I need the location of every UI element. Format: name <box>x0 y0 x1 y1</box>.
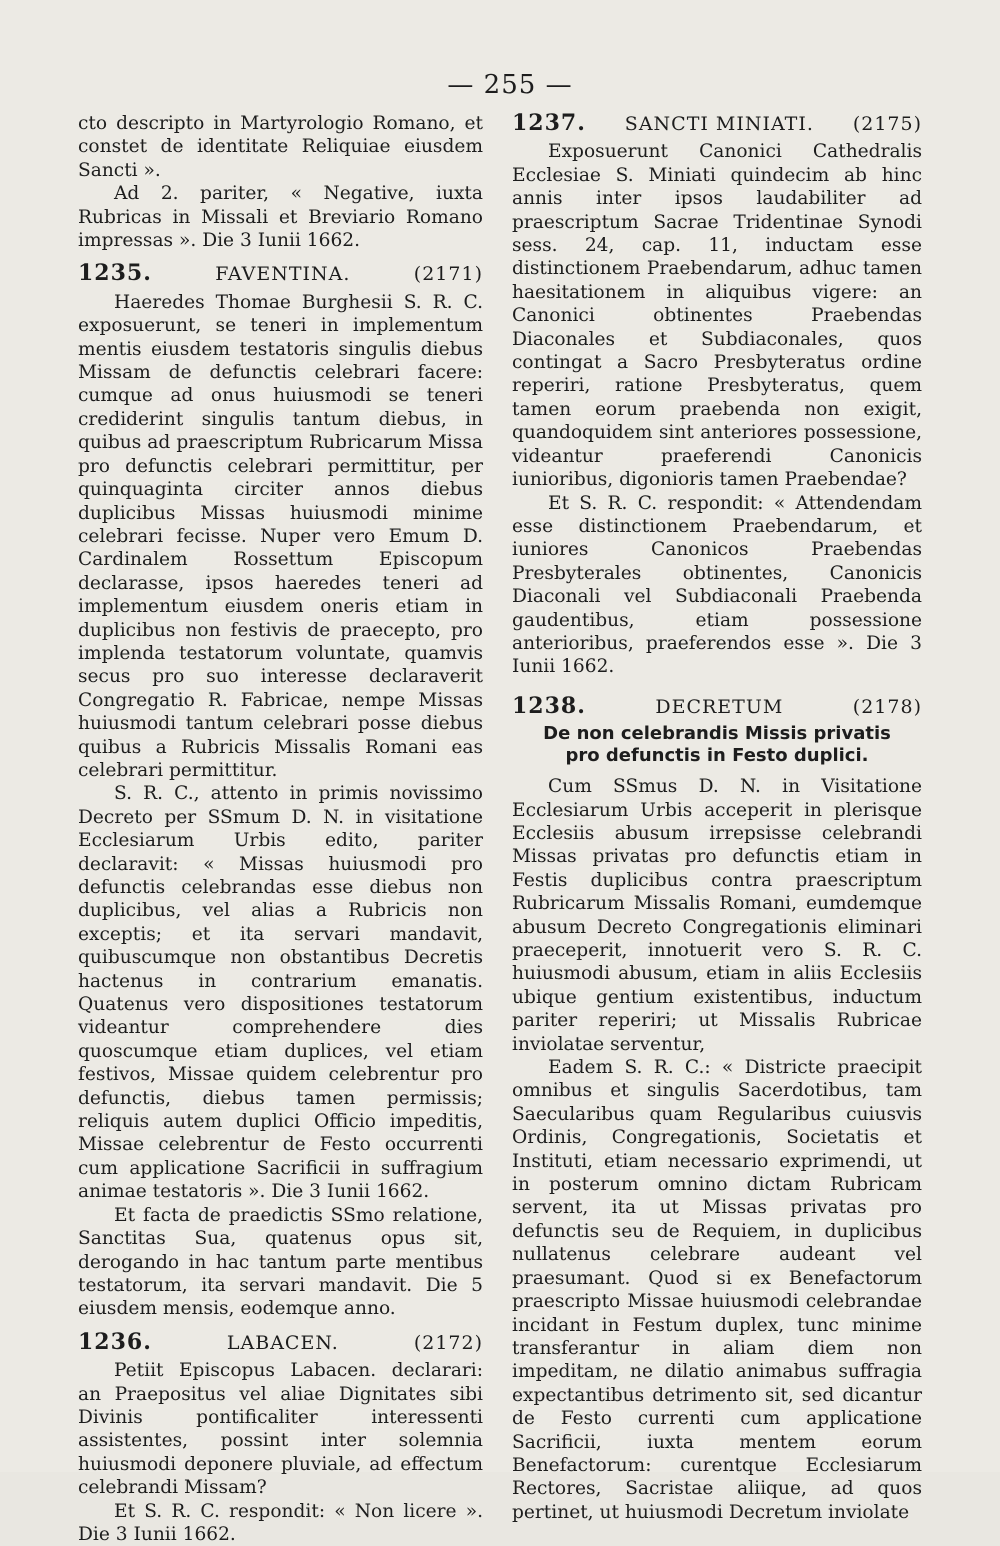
section-paragraph: S. R. C., attento in primis novissimo Decreto per SSmum D. N. in visitatione Ecclesiarum Urbis edito, pariter declaravit: « Missas huiusmodi pro defunctis celebrandas esse diebus non duplicibus, vel alias a Rubricis non exceptis; et ita servari mandavit, quibuscumque non obstantibus Decretis hactenus in contrarium emanatis. Quatenus vero dispositiones testatorum videantur comprehendere dies quoscumque etiam duplices, vel etiam festivos, Missae quidem celebrentur pro defunctis, diebus tamen permissis; reliquis autem duplici Officio impeditis, Missae celebrentur de Festo occurrenti cum applicatione Sacrificii in suffragium animae testatoris ». Die 3 Iunii 1662. <box>78 783 483 1203</box>
section-paragraph: Exposuerunt Canonici Cathedralis Ecclesiae S. Miniati quindecim ab hinc annis inter ipsos laudabiliter ad praescriptum Sacrae Tridentinae Synodi sess. 24, cap. 11, inductam esse distinctionem Praebendarum, adhuc tamen haesitationem in aliquibus vigere: an Canonici obtinentes Praebendas Diaconales et Subdiaconales, quos contingat a Sacro Presbyteratus ordine reperiri, ratione Presbyteratus, quem tamen eorum praebenda non exigit, quandoquidem sint anteriores possessione, videantur praeferendi Canonicis iunioribus, digonioris tamen Praebendae? <box>512 141 922 491</box>
section-number: 1237. <box>512 110 586 136</box>
section-paragraph: Et facta de praedictis SSmo relatione, Sanctitas Sua, quatenus opus sit, derogando in hac tantum parte mentibus testatorum, ita servari mandavit. Die 5 eiusdem mensis, eodemque anno. <box>78 1204 483 1320</box>
intro-paragraph: Ad 2. pariter, « Negative, iuxta Rubricas in Missali et Breviario Romano impressas ». Die 3 Iunii 1662. <box>78 183 483 252</box>
section-number: 1235. <box>78 260 152 287</box>
section-heading-1238 <box>512 692 922 719</box>
section-title: FAVENTINA. <box>215 263 351 286</box>
section-title: DECRETUM <box>655 695 784 718</box>
section-heading-1235 <box>78 262 483 286</box>
section-paragraph: Cum SSmus D. N. in Visitatione Ecclesiarum Urbis acceperit in plerisque Ecclesiis abusum irrepsisse celebrandi Missas privatas pro defunctis etiam in Festis duplicibus contra praescriptum Rubricarum Missalis Romani, eumdemque abusum Decreto Congregationis eliminari praeceperit, innotuerit vero S. R. C. huiusmodi abusum, etiam in aliis Ecclesiis ubique gentium existentibus, inductum pariter reperiri; ut Missalis Rubricae inviolatae serventur, <box>512 776 922 1055</box>
section-reference: (2178) <box>852 695 922 718</box>
left-column <box>78 112 483 1546</box>
section-heading-1237 <box>512 112 922 136</box>
section-number: 1236. <box>78 1328 152 1355</box>
intro-paragraph: cto descripto in Martyrologio Romano, et constet de identitate Reliquiae eiusdem Sancti ». <box>78 113 483 181</box>
section-paragraph: Et S. R. C. respondit: « Attendendam esse distinctionem Praebendarum, et iuniores Canonicos Praebendas Presbyterales obtinentes, Canonicis Diaconali vel Subdiaconali Praebenda gaudentibus, etiam possessione anterioribus, praeferendos esse ». Die 3 Iunii 1662. <box>512 492 922 678</box>
section-reference: (2171) <box>413 263 483 286</box>
section-paragraph: Eadem S. R. C.: « Districte praecipit omnibus et singulis Sacerdotibus, tam Saecularibus quam Regularibus cuiusvis Ordinis, Congregationis, Societatis et Instituti, etiam necessario exprimendi, ut in posterum omnino dictam Rubricam servent, ita ut Missas privatas pro defunctis seu de Requiem, in duplicibus nullatenus celebrare audeant vel praesumant. Quod si ex Benefactorum praescripto Missae huiusmodi celebrandae incidant in Festum duplex, tunc minime transferantur in aliam diem non impeditam, ne dilatio animabus suffragia expectantibus detrimento sit, sed dicantur de Festo currenti cum applicatione Sacrificii, iuxta mentem eorum Benefactorum: curentque Ecclesiarum Rectores, Sacristae aliique, ad quos pertinet, ut huiusmodi Decretum inviolate <box>512 1057 922 1523</box>
section-paragraph: Haeredes Thomae Burghesii S. R. C. exposuerunt, se teneri in implementum mentis eiusdem testatoris singulis diebus Missam de defunctis celebrari facere: cumque ad onus huiusmodi se teneri crediderint singulis tantum diebus, in quibus ad praescriptum Rubricarum Missa pro defunctis celebrari permittitur, per quinquaginta circiter annos diebus duplicibus Missas huiusmodi minime celebrari fecisse. Nuper vero Emum D. Cardinalem Rossettum Episcopum declarasse, ipsos haeredes teneri ad implementum eiusdem oneris etiam in duplicibus non festivis de praecepto, pro implenda testatorum voluntate, quamvis secus pro suo interesse declaraverit Congregatio R. Fabricae, nempe Missas huiusmodi tantum celebrari posse diebus quibus a Rubricis Missalis Romani eas celebrari permittitur. <box>78 291 483 781</box>
section-heading-1236 <box>78 1328 483 1355</box>
section-reference: (2175) <box>852 113 922 135</box>
page-number: — 255 — <box>447 70 573 100</box>
decree-subtitle-line: De non celebrandis Missis privatis <box>543 723 891 745</box>
section-title: SANCTI MINIATI. <box>624 113 814 135</box>
right-column <box>512 112 922 1524</box>
section-title: LABACEN. <box>226 1331 339 1354</box>
decree-subtitle-line: pro defunctis in Festo duplici. <box>565 745 869 767</box>
section-reference: (2172) <box>413 1331 483 1354</box>
section-paragraph: Et S. R. C. respondit: « Non licere ». Die 3 Iunii 1662. <box>78 1500 483 1545</box>
section-number: 1238. <box>512 692 586 719</box>
decree-subtitle <box>512 723 922 767</box>
section-paragraph: Petiit Episcopus Labacen. declarari: an Praepositus vel aliae Dignitates sibi Divinis pontificaliter interessenti assistentes, possint inter solemnia huiusmodi deponere pluviale, ad effectum celebrandi Missam? <box>78 1360 483 1499</box>
